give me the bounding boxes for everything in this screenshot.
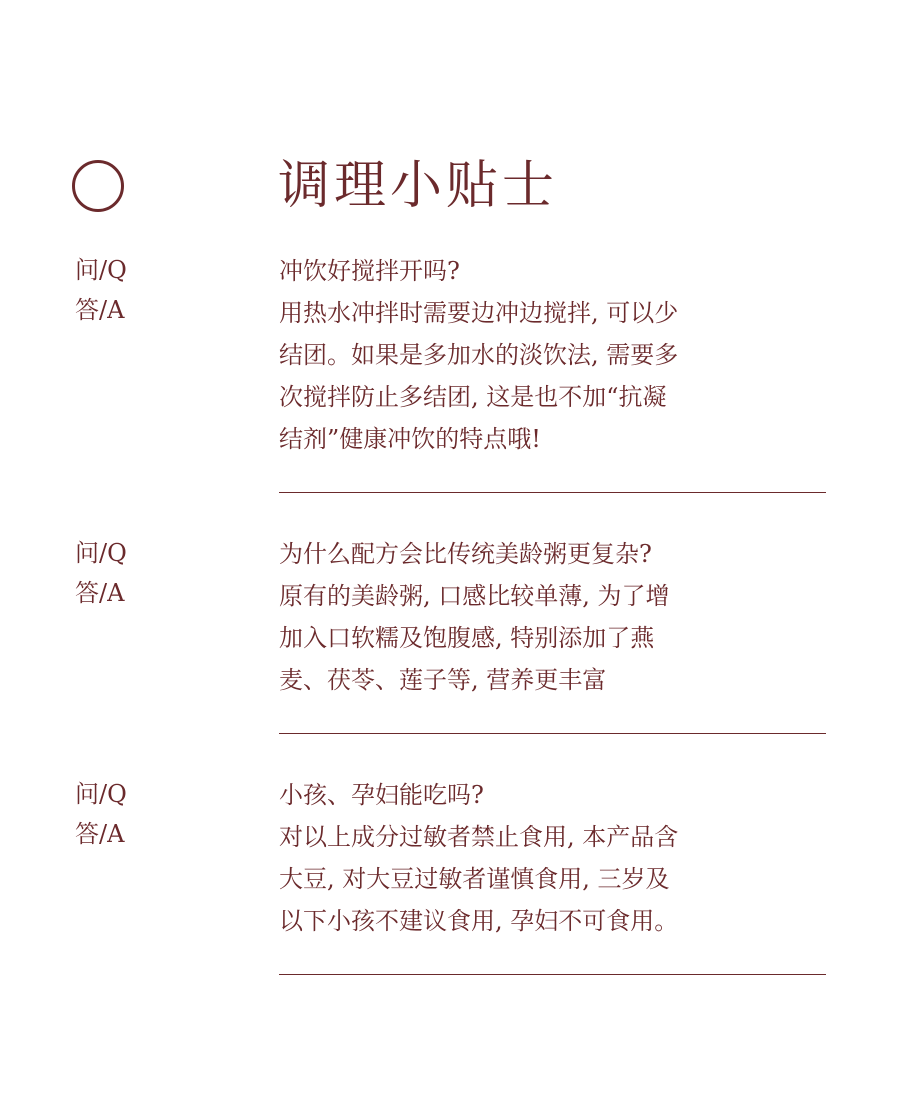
answer-line: 次搅拌防止多结团, 这是也不加“抗凝 bbox=[279, 383, 667, 411]
qa-labels bbox=[75, 250, 127, 330]
qa-content bbox=[279, 774, 779, 942]
answer-line: 结剂”健康冲饮的特点哦! bbox=[279, 425, 541, 453]
qa-content bbox=[279, 533, 779, 701]
question-label: 问/Q bbox=[75, 780, 127, 808]
answer-text bbox=[279, 575, 779, 701]
qa-content bbox=[279, 250, 779, 460]
circle-icon bbox=[72, 160, 124, 212]
question-label: 问/Q bbox=[75, 539, 127, 567]
answer-label: 答/A bbox=[75, 579, 125, 607]
divider bbox=[279, 733, 826, 734]
divider bbox=[279, 974, 826, 975]
answer-text bbox=[279, 816, 779, 942]
answer-line: 大豆, 对大豆过敏者谨慎食用, 三岁及 bbox=[279, 865, 670, 893]
question-text: 冲饮好搅拌开吗? bbox=[279, 257, 460, 285]
answer-line: 麦、茯苓、莲子等, 营养更丰富 bbox=[279, 666, 607, 694]
answer-line: 原有的美龄粥, 口感比较单薄, 为了增 bbox=[279, 582, 670, 610]
answer-label: 答/A bbox=[75, 296, 125, 324]
divider bbox=[279, 492, 826, 493]
answer-line: 以下小孩不建议食用, 孕妇不可食用。 bbox=[279, 907, 679, 935]
page-title: 调理小贴士 bbox=[278, 156, 559, 216]
qa-labels bbox=[75, 533, 127, 613]
question-text: 小孩、孕妇能吃吗? bbox=[279, 781, 484, 809]
answer-line: 结团。如果是多加水的淡饮法, 需要多 bbox=[279, 341, 679, 369]
answer-line: 加入口软糯及饱腹感, 特别添加了燕 bbox=[279, 624, 655, 652]
question-label: 问/Q bbox=[75, 256, 127, 284]
question-text: 为什么配方会比传统美龄粥更复杂? bbox=[279, 540, 652, 568]
answer-label: 答/A bbox=[75, 820, 125, 848]
answer-line: 对以上成分过敏者禁止食用, 本产品含 bbox=[279, 823, 679, 851]
qa-labels bbox=[75, 774, 127, 854]
answer-line: 用热水冲拌时需要边冲边搅拌, 可以少 bbox=[279, 299, 679, 327]
answer-text bbox=[279, 292, 779, 460]
